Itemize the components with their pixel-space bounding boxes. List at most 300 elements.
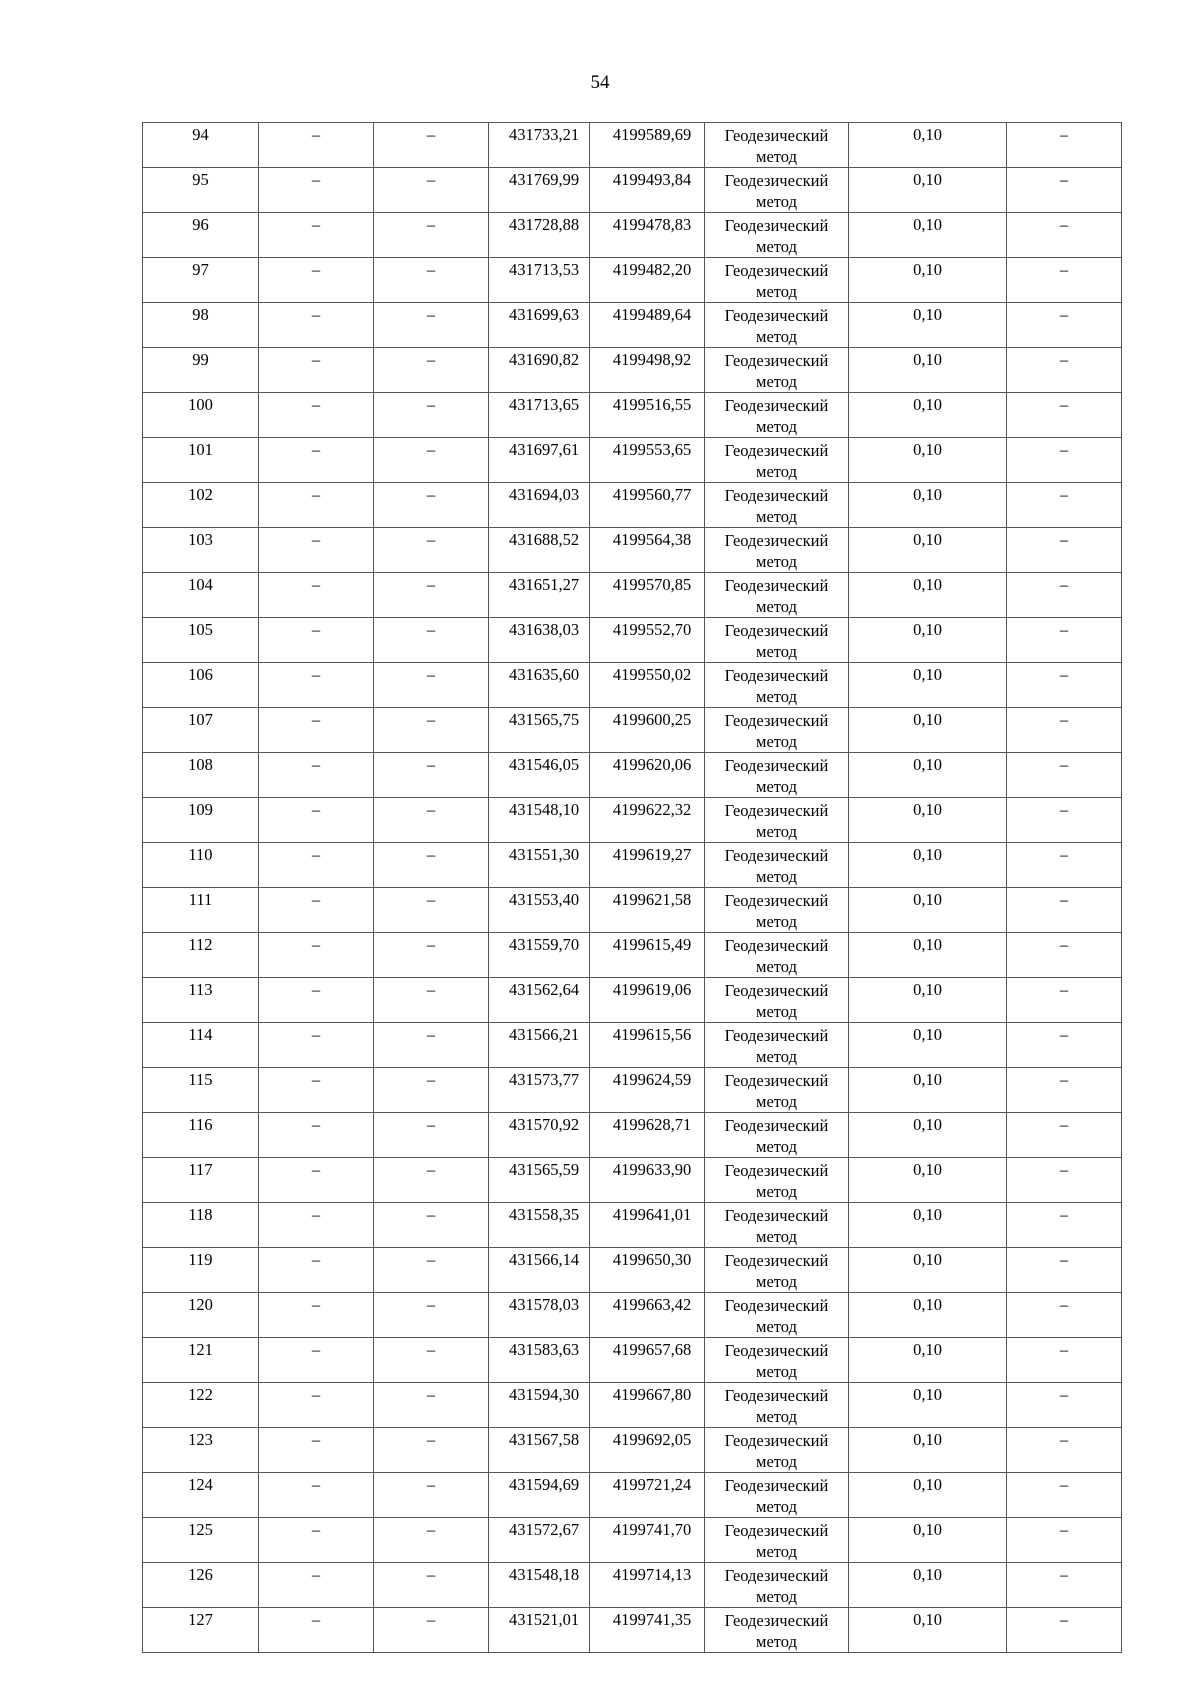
- point-number-cell-text: 102: [188, 485, 213, 504]
- empty-value-cell: [259, 1563, 374, 1608]
- accuracy-cell: [849, 438, 1007, 483]
- empty-value-cell: [374, 393, 489, 438]
- accuracy-cell: [849, 483, 1007, 528]
- empty-value-cell-text: –: [426, 1115, 436, 1134]
- accuracy-cell-text: 0,10: [913, 395, 942, 414]
- empty-value-cell: [259, 1023, 374, 1068]
- x-coordinate-cell-text: 431558,35: [508, 1205, 580, 1224]
- y-coordinate-cell-text: 4199482,20: [612, 260, 692, 279]
- empty-value-cell: [374, 483, 489, 528]
- accuracy-cell: [849, 978, 1007, 1023]
- empty-value-cell: [259, 1383, 374, 1428]
- empty-value-cell-text: –: [311, 755, 321, 774]
- x-coordinate-cell-text: 431635,60: [508, 665, 580, 684]
- point-number-cell-text: 95: [192, 170, 209, 189]
- x-coordinate-cell: [489, 753, 590, 798]
- x-coordinate-cell-text: 431583,63: [508, 1340, 580, 1359]
- method-cell: [705, 1473, 849, 1518]
- empty-value-cell-text: –: [426, 1475, 436, 1494]
- point-number-cell: [143, 708, 259, 753]
- y-coordinate-cell-text: 4199553,65: [612, 440, 692, 459]
- empty-value-cell: [259, 213, 374, 258]
- empty-value-cell-text: –: [1059, 1205, 1069, 1224]
- point-number-cell-text: 113: [188, 980, 213, 999]
- method-cell-text: Геодезический метод: [724, 1386, 829, 1426]
- empty-value-cell: [259, 1203, 374, 1248]
- method-cell: [705, 1293, 849, 1338]
- empty-value-cell-text: –: [1059, 980, 1069, 999]
- y-coordinate-cell: [590, 1428, 705, 1473]
- x-coordinate-cell: [489, 1248, 590, 1293]
- table-row: [143, 843, 1122, 888]
- accuracy-cell: [849, 1113, 1007, 1158]
- empty-value-cell-text: –: [426, 890, 436, 909]
- method-cell-text: Геодезический метод: [724, 1341, 829, 1381]
- accuracy-cell: [849, 708, 1007, 753]
- point-number-cell-text: 125: [188, 1520, 213, 1539]
- point-number-cell: [143, 1473, 259, 1518]
- empty-value-cell: [1007, 348, 1122, 393]
- method-cell: [705, 708, 849, 753]
- accuracy-cell: [849, 1473, 1007, 1518]
- x-coordinate-cell: [489, 303, 590, 348]
- empty-value-cell-text: –: [426, 395, 436, 414]
- method-cell: [705, 1023, 849, 1068]
- empty-value-cell: [1007, 888, 1122, 933]
- y-coordinate-cell-text: 4199641,01: [612, 1205, 692, 1224]
- point-number-cell-text: 120: [188, 1295, 213, 1314]
- empty-value-cell: [259, 1293, 374, 1338]
- method-cell-text: Геодезический метод: [724, 621, 829, 661]
- empty-value-cell: [259, 348, 374, 393]
- point-number-cell: [143, 1563, 259, 1608]
- x-coordinate-cell: [489, 1608, 590, 1653]
- table-row: [143, 1068, 1122, 1113]
- empty-value-cell-text: –: [311, 440, 321, 459]
- point-number-cell: [143, 168, 259, 213]
- method-cell-text: Геодезический метод: [724, 756, 829, 796]
- empty-value-cell-text: –: [1059, 215, 1069, 234]
- accuracy-cell-text: 0,10: [913, 1430, 942, 1449]
- empty-value-cell: [374, 573, 489, 618]
- empty-value-cell: [374, 1563, 489, 1608]
- table-row: [143, 753, 1122, 798]
- accuracy-cell: [849, 1383, 1007, 1428]
- accuracy-cell-text: 0,10: [913, 1610, 942, 1629]
- empty-value-cell: [1007, 1473, 1122, 1518]
- empty-value-cell-text: –: [1059, 260, 1069, 279]
- method-cell: [705, 1068, 849, 1113]
- empty-value-cell: [1007, 1518, 1122, 1563]
- empty-value-cell: [1007, 258, 1122, 303]
- empty-value-cell-text: –: [426, 1520, 436, 1539]
- method-cell: [705, 1248, 849, 1293]
- method-cell: [705, 303, 849, 348]
- y-coordinate-cell-text: 4199621,58: [612, 890, 692, 909]
- empty-value-cell-text: –: [311, 845, 321, 864]
- x-coordinate-cell-text: 431559,70: [508, 935, 580, 954]
- accuracy-cell: [849, 213, 1007, 258]
- empty-value-cell: [374, 348, 489, 393]
- accuracy-cell-text: 0,10: [913, 215, 942, 234]
- empty-value-cell: [374, 1158, 489, 1203]
- empty-value-cell-text: –: [1059, 1115, 1069, 1134]
- y-coordinate-cell: [590, 1563, 705, 1608]
- point-number-cell: [143, 483, 259, 528]
- method-cell-text: Геодезический метод: [724, 1521, 829, 1561]
- x-coordinate-cell: [489, 573, 590, 618]
- method-cell: [705, 843, 849, 888]
- y-coordinate-cell: [590, 258, 705, 303]
- y-coordinate-cell-text: 4199600,25: [612, 710, 692, 729]
- table-row: [143, 168, 1122, 213]
- empty-value-cell: [374, 1203, 489, 1248]
- point-number-cell: [143, 843, 259, 888]
- y-coordinate-cell: [590, 1248, 705, 1293]
- empty-value-cell: [259, 258, 374, 303]
- y-coordinate-cell-text: 4199622,32: [612, 800, 692, 819]
- empty-value-cell: [1007, 933, 1122, 978]
- empty-value-cell: [1007, 123, 1122, 168]
- point-number-cell-text: 118: [188, 1205, 213, 1224]
- x-coordinate-cell: [489, 483, 590, 528]
- table-row: [143, 1113, 1122, 1158]
- empty-value-cell: [374, 1248, 489, 1293]
- empty-value-cell: [259, 168, 374, 213]
- point-number-cell-text: 114: [188, 1025, 213, 1044]
- point-number-cell-text: 105: [188, 620, 213, 639]
- empty-value-cell: [1007, 708, 1122, 753]
- accuracy-cell-text: 0,10: [913, 485, 942, 504]
- method-cell: [705, 573, 849, 618]
- empty-value-cell-text: –: [426, 170, 436, 189]
- point-number-cell: [143, 978, 259, 1023]
- empty-value-cell-text: –: [1059, 305, 1069, 324]
- method-cell-text: Геодезический метод: [724, 216, 829, 256]
- x-coordinate-cell: [489, 1428, 590, 1473]
- point-number-cell: [143, 303, 259, 348]
- empty-value-cell: [259, 438, 374, 483]
- y-coordinate-cell-text: 4199624,59: [612, 1070, 692, 1089]
- empty-value-cell: [259, 843, 374, 888]
- y-coordinate-cell-text: 4199560,77: [612, 485, 692, 504]
- y-coordinate-cell-text: 4199516,55: [612, 395, 692, 414]
- y-coordinate-cell-text: 4199741,70: [612, 1520, 692, 1539]
- empty-value-cell: [259, 1068, 374, 1113]
- method-cell: [705, 1563, 849, 1608]
- x-coordinate-cell-text: 431562,64: [508, 980, 580, 999]
- empty-value-cell-text: –: [311, 575, 321, 594]
- x-coordinate-cell-text: 431578,03: [508, 1295, 580, 1314]
- empty-value-cell: [374, 1068, 489, 1113]
- empty-value-cell-text: –: [426, 710, 436, 729]
- empty-value-cell: [1007, 798, 1122, 843]
- table-row: [143, 1338, 1122, 1383]
- accuracy-cell: [849, 1203, 1007, 1248]
- method-cell-text: Геодезический метод: [724, 666, 829, 706]
- table-row: [143, 1203, 1122, 1248]
- empty-value-cell: [374, 933, 489, 978]
- accuracy-cell: [849, 303, 1007, 348]
- empty-value-cell-text: –: [426, 485, 436, 504]
- accuracy-cell-text: 0,10: [913, 1070, 942, 1089]
- coordinates-table: [142, 122, 1122, 1653]
- table-row: [143, 123, 1122, 168]
- method-cell-text: Геодезический метод: [724, 576, 829, 616]
- empty-value-cell: [374, 168, 489, 213]
- y-coordinate-cell: [590, 1608, 705, 1653]
- y-coordinate-cell-text: 4199721,24: [612, 1475, 692, 1494]
- empty-value-cell-text: –: [426, 215, 436, 234]
- empty-value-cell-text: –: [426, 1025, 436, 1044]
- empty-value-cell: [374, 123, 489, 168]
- empty-value-cell-text: –: [1059, 1430, 1069, 1449]
- empty-value-cell-text: –: [426, 1250, 436, 1269]
- table-row: [143, 1608, 1122, 1653]
- point-number-cell-text: 98: [192, 305, 209, 324]
- y-coordinate-cell: [590, 663, 705, 708]
- method-cell: [705, 663, 849, 708]
- method-cell-text: Геодезический метод: [724, 261, 829, 301]
- method-cell-text: Геодезический метод: [724, 351, 829, 391]
- empty-value-cell: [374, 1383, 489, 1428]
- point-number-cell: [143, 753, 259, 798]
- method-cell-text: Геодезический метод: [724, 711, 829, 751]
- empty-value-cell-text: –: [311, 1475, 321, 1494]
- y-coordinate-cell-text: 4199589,69: [612, 125, 692, 144]
- method-cell-text: Геодезический метод: [724, 801, 829, 841]
- y-coordinate-cell: [590, 123, 705, 168]
- point-number-cell: [143, 1068, 259, 1113]
- empty-value-cell-text: –: [1059, 350, 1069, 369]
- empty-value-cell-text: –: [1059, 485, 1069, 504]
- accuracy-cell-text: 0,10: [913, 1520, 942, 1539]
- empty-value-cell-text: –: [311, 935, 321, 954]
- empty-value-cell-text: –: [311, 125, 321, 144]
- y-coordinate-cell-text: 4199619,06: [612, 980, 692, 999]
- x-coordinate-cell-text: 431570,92: [508, 1115, 580, 1134]
- point-number-cell-text: 123: [188, 1430, 213, 1449]
- empty-value-cell-text: –: [311, 1385, 321, 1404]
- y-coordinate-cell: [590, 798, 705, 843]
- empty-value-cell-text: –: [311, 395, 321, 414]
- accuracy-cell-text: 0,10: [913, 935, 942, 954]
- method-cell: [705, 123, 849, 168]
- point-number-cell: [143, 438, 259, 483]
- x-coordinate-cell: [489, 708, 590, 753]
- method-cell-text: Геодезический метод: [724, 1161, 829, 1201]
- method-cell-text: Геодезический метод: [724, 486, 829, 526]
- method-cell: [705, 213, 849, 258]
- empty-value-cell: [259, 1248, 374, 1293]
- empty-value-cell: [259, 1428, 374, 1473]
- accuracy-cell: [849, 573, 1007, 618]
- x-coordinate-cell: [489, 663, 590, 708]
- empty-value-cell: [259, 1608, 374, 1653]
- empty-value-cell-text: –: [426, 1070, 436, 1089]
- x-coordinate-cell-text: 431690,82: [508, 350, 580, 369]
- empty-value-cell-text: –: [311, 1205, 321, 1224]
- empty-value-cell-text: –: [311, 665, 321, 684]
- x-coordinate-cell-text: 431733,21: [508, 125, 580, 144]
- point-number-cell-text: 96: [192, 215, 209, 234]
- method-cell-text: Геодезический метод: [724, 171, 829, 211]
- table-row: [143, 618, 1122, 663]
- x-coordinate-cell: [489, 258, 590, 303]
- empty-value-cell: [374, 258, 489, 303]
- accuracy-cell-text: 0,10: [913, 1115, 942, 1134]
- empty-value-cell-text: –: [426, 125, 436, 144]
- empty-value-cell: [259, 1158, 374, 1203]
- accuracy-cell: [849, 618, 1007, 663]
- method-cell-text: Геодезический метод: [724, 1296, 829, 1336]
- empty-value-cell: [374, 213, 489, 258]
- empty-value-cell-text: –: [1059, 1340, 1069, 1359]
- point-number-cell: [143, 888, 259, 933]
- empty-value-cell: [259, 303, 374, 348]
- x-coordinate-cell-text: 431551,30: [508, 845, 580, 864]
- empty-value-cell-text: –: [1059, 395, 1069, 414]
- empty-value-cell: [1007, 393, 1122, 438]
- empty-value-cell-text: –: [426, 980, 436, 999]
- empty-value-cell: [259, 123, 374, 168]
- x-coordinate-cell: [489, 1203, 590, 1248]
- empty-value-cell-text: –: [1059, 890, 1069, 909]
- x-coordinate-cell: [489, 213, 590, 258]
- point-number-cell: [143, 933, 259, 978]
- empty-value-cell: [1007, 483, 1122, 528]
- point-number-cell: [143, 1113, 259, 1158]
- accuracy-cell: [849, 1158, 1007, 1203]
- empty-value-cell: [1007, 1203, 1122, 1248]
- point-number-cell: [143, 798, 259, 843]
- empty-value-cell: [1007, 1158, 1122, 1203]
- x-coordinate-cell: [489, 843, 590, 888]
- method-cell: [705, 168, 849, 213]
- accuracy-cell-text: 0,10: [913, 620, 942, 639]
- empty-value-cell-text: –: [1059, 1385, 1069, 1404]
- x-coordinate-cell: [489, 1338, 590, 1383]
- accuracy-cell-text: 0,10: [913, 170, 942, 189]
- method-cell: [705, 258, 849, 303]
- x-coordinate-cell: [489, 1473, 590, 1518]
- y-coordinate-cell: [590, 618, 705, 663]
- empty-value-cell-text: –: [1059, 170, 1069, 189]
- accuracy-cell: [849, 393, 1007, 438]
- accuracy-cell: [849, 1068, 1007, 1113]
- accuracy-cell: [849, 1428, 1007, 1473]
- empty-value-cell-text: –: [426, 350, 436, 369]
- accuracy-cell-text: 0,10: [913, 530, 942, 549]
- empty-value-cell-text: –: [311, 1025, 321, 1044]
- point-number-cell-text: 97: [192, 260, 209, 279]
- y-coordinate-cell-text: 4199498,92: [612, 350, 692, 369]
- empty-value-cell: [259, 1338, 374, 1383]
- y-coordinate-cell-text: 4199493,84: [612, 170, 692, 189]
- empty-value-cell: [259, 933, 374, 978]
- y-coordinate-cell: [590, 348, 705, 393]
- y-coordinate-cell-text: 4199692,05: [612, 1430, 692, 1449]
- empty-value-cell-text: –: [1059, 1160, 1069, 1179]
- empty-value-cell: [259, 978, 374, 1023]
- accuracy-cell-text: 0,10: [913, 1565, 942, 1584]
- method-cell-text: Геодезический метод: [724, 846, 829, 886]
- point-number-cell: [143, 1248, 259, 1293]
- empty-value-cell-text: –: [311, 1520, 321, 1539]
- y-coordinate-cell: [590, 1338, 705, 1383]
- accuracy-cell: [849, 528, 1007, 573]
- method-cell-text: Геодезический метод: [724, 306, 829, 346]
- empty-value-cell-text: –: [426, 575, 436, 594]
- empty-value-cell-text: –: [426, 1610, 436, 1629]
- point-number-cell-text: 121: [188, 1340, 213, 1359]
- empty-value-cell: [1007, 1338, 1122, 1383]
- point-number-cell-text: 111: [188, 890, 213, 909]
- accuracy-cell: [849, 1563, 1007, 1608]
- empty-value-cell-text: –: [311, 800, 321, 819]
- empty-value-cell-text: –: [426, 305, 436, 324]
- accuracy-cell: [849, 258, 1007, 303]
- method-cell: [705, 528, 849, 573]
- x-coordinate-cell-text: 431565,59: [508, 1160, 580, 1179]
- x-coordinate-cell-text: 431553,40: [508, 890, 580, 909]
- empty-value-cell: [374, 978, 489, 1023]
- x-coordinate-cell-text: 431594,30: [508, 1385, 580, 1404]
- accuracy-cell-text: 0,10: [913, 350, 942, 369]
- empty-value-cell: [259, 483, 374, 528]
- method-cell-text: Геодезический метод: [724, 1026, 829, 1066]
- x-coordinate-cell: [489, 978, 590, 1023]
- empty-value-cell: [374, 888, 489, 933]
- accuracy-cell-text: 0,10: [913, 260, 942, 279]
- accuracy-cell-text: 0,10: [913, 125, 942, 144]
- empty-value-cell-text: –: [426, 755, 436, 774]
- empty-value-cell-text: –: [311, 1340, 321, 1359]
- x-coordinate-cell-text: 431572,67: [508, 1520, 580, 1539]
- point-number-cell-text: 99: [192, 350, 209, 369]
- accuracy-cell: [849, 1608, 1007, 1653]
- empty-value-cell-text: –: [311, 1295, 321, 1314]
- point-number-cell-text: 106: [188, 665, 213, 684]
- x-coordinate-cell-text: 431548,18: [508, 1565, 580, 1584]
- empty-value-cell: [1007, 1248, 1122, 1293]
- point-number-cell: [143, 1293, 259, 1338]
- accuracy-cell: [849, 1518, 1007, 1563]
- point-number-cell: [143, 1383, 259, 1428]
- empty-value-cell-text: –: [1059, 845, 1069, 864]
- x-coordinate-cell-text: 431566,21: [508, 1025, 580, 1044]
- empty-value-cell-text: –: [1059, 935, 1069, 954]
- y-coordinate-cell: [590, 843, 705, 888]
- point-number-cell: [143, 1428, 259, 1473]
- y-coordinate-cell: [590, 1518, 705, 1563]
- point-number-cell: [143, 123, 259, 168]
- point-number-cell: [143, 528, 259, 573]
- method-cell-text: Геодезический метод: [724, 126, 829, 166]
- empty-value-cell-text: –: [1059, 1295, 1069, 1314]
- empty-value-cell: [374, 438, 489, 483]
- x-coordinate-cell: [489, 348, 590, 393]
- x-coordinate-cell: [489, 1023, 590, 1068]
- empty-value-cell-text: –: [311, 350, 321, 369]
- accuracy-cell-text: 0,10: [913, 980, 942, 999]
- x-coordinate-cell: [489, 1293, 590, 1338]
- empty-value-cell-text: –: [1059, 755, 1069, 774]
- empty-value-cell: [1007, 438, 1122, 483]
- empty-value-cell-text: –: [1059, 620, 1069, 639]
- x-coordinate-cell-text: 431567,58: [508, 1430, 580, 1449]
- empty-value-cell: [1007, 1113, 1122, 1158]
